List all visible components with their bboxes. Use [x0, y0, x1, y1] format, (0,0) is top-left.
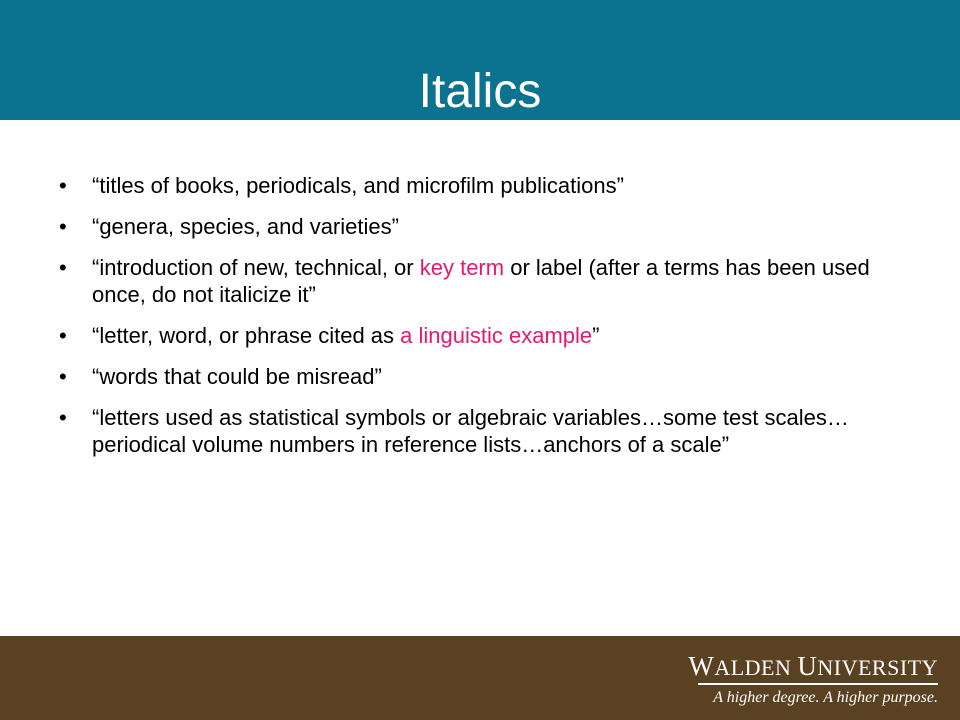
logo-tagline: A higher degree. A higher purpose.: [713, 689, 938, 706]
bullet-dot: •: [59, 173, 67, 198]
bullet-text: [92, 323, 599, 348]
bullet-list: [59, 172, 899, 472]
bullet-text: “titles of books, periodicals, and microfilm publications”: [92, 173, 624, 198]
bullet-text: “genera, species, and varieties”: [92, 214, 399, 239]
bullet-item: [59, 172, 899, 199]
bullet-dot: •: [59, 323, 67, 348]
bullet-text: [92, 255, 870, 307]
highlighted-example: a linguistic example: [400, 323, 593, 348]
bullet-text: “letters used as statistical symbols or algebraic variables…some test scales…periodical volume numbers in reference lists…anchors of a scale”: [92, 405, 849, 457]
bullet-item: [59, 254, 899, 308]
walden-university-logo: [688, 651, 938, 707]
bullet-dot: •: [59, 214, 67, 239]
bullet-text-part: ”: [592, 323, 600, 348]
bullet-dot: •: [59, 405, 67, 430]
bullet-item: [59, 404, 899, 458]
bullet-item: [59, 363, 899, 390]
title-band: [0, 0, 960, 120]
bullet-text-part: “introduction of new, technical, or: [92, 255, 420, 280]
bullet-text-part: “letter, word, or phrase cited as: [92, 323, 401, 348]
slide-title: Italics: [418, 65, 542, 118]
logo-rule: [698, 683, 938, 685]
bullet-text: “words that could be misread”: [92, 364, 382, 389]
footer-band: [0, 636, 960, 720]
bullet-item: [59, 213, 899, 240]
bullet-text-part: or label (after a terms has been used once, do not italicize it”: [92, 255, 870, 307]
highlighted-term: key term: [419, 255, 505, 280]
bullet-item: [59, 322, 899, 349]
bullet-dot: •: [59, 364, 67, 389]
logo-wordmark: WALDEN UNIVERSITY: [688, 651, 938, 681]
bullet-dot: •: [59, 255, 67, 280]
